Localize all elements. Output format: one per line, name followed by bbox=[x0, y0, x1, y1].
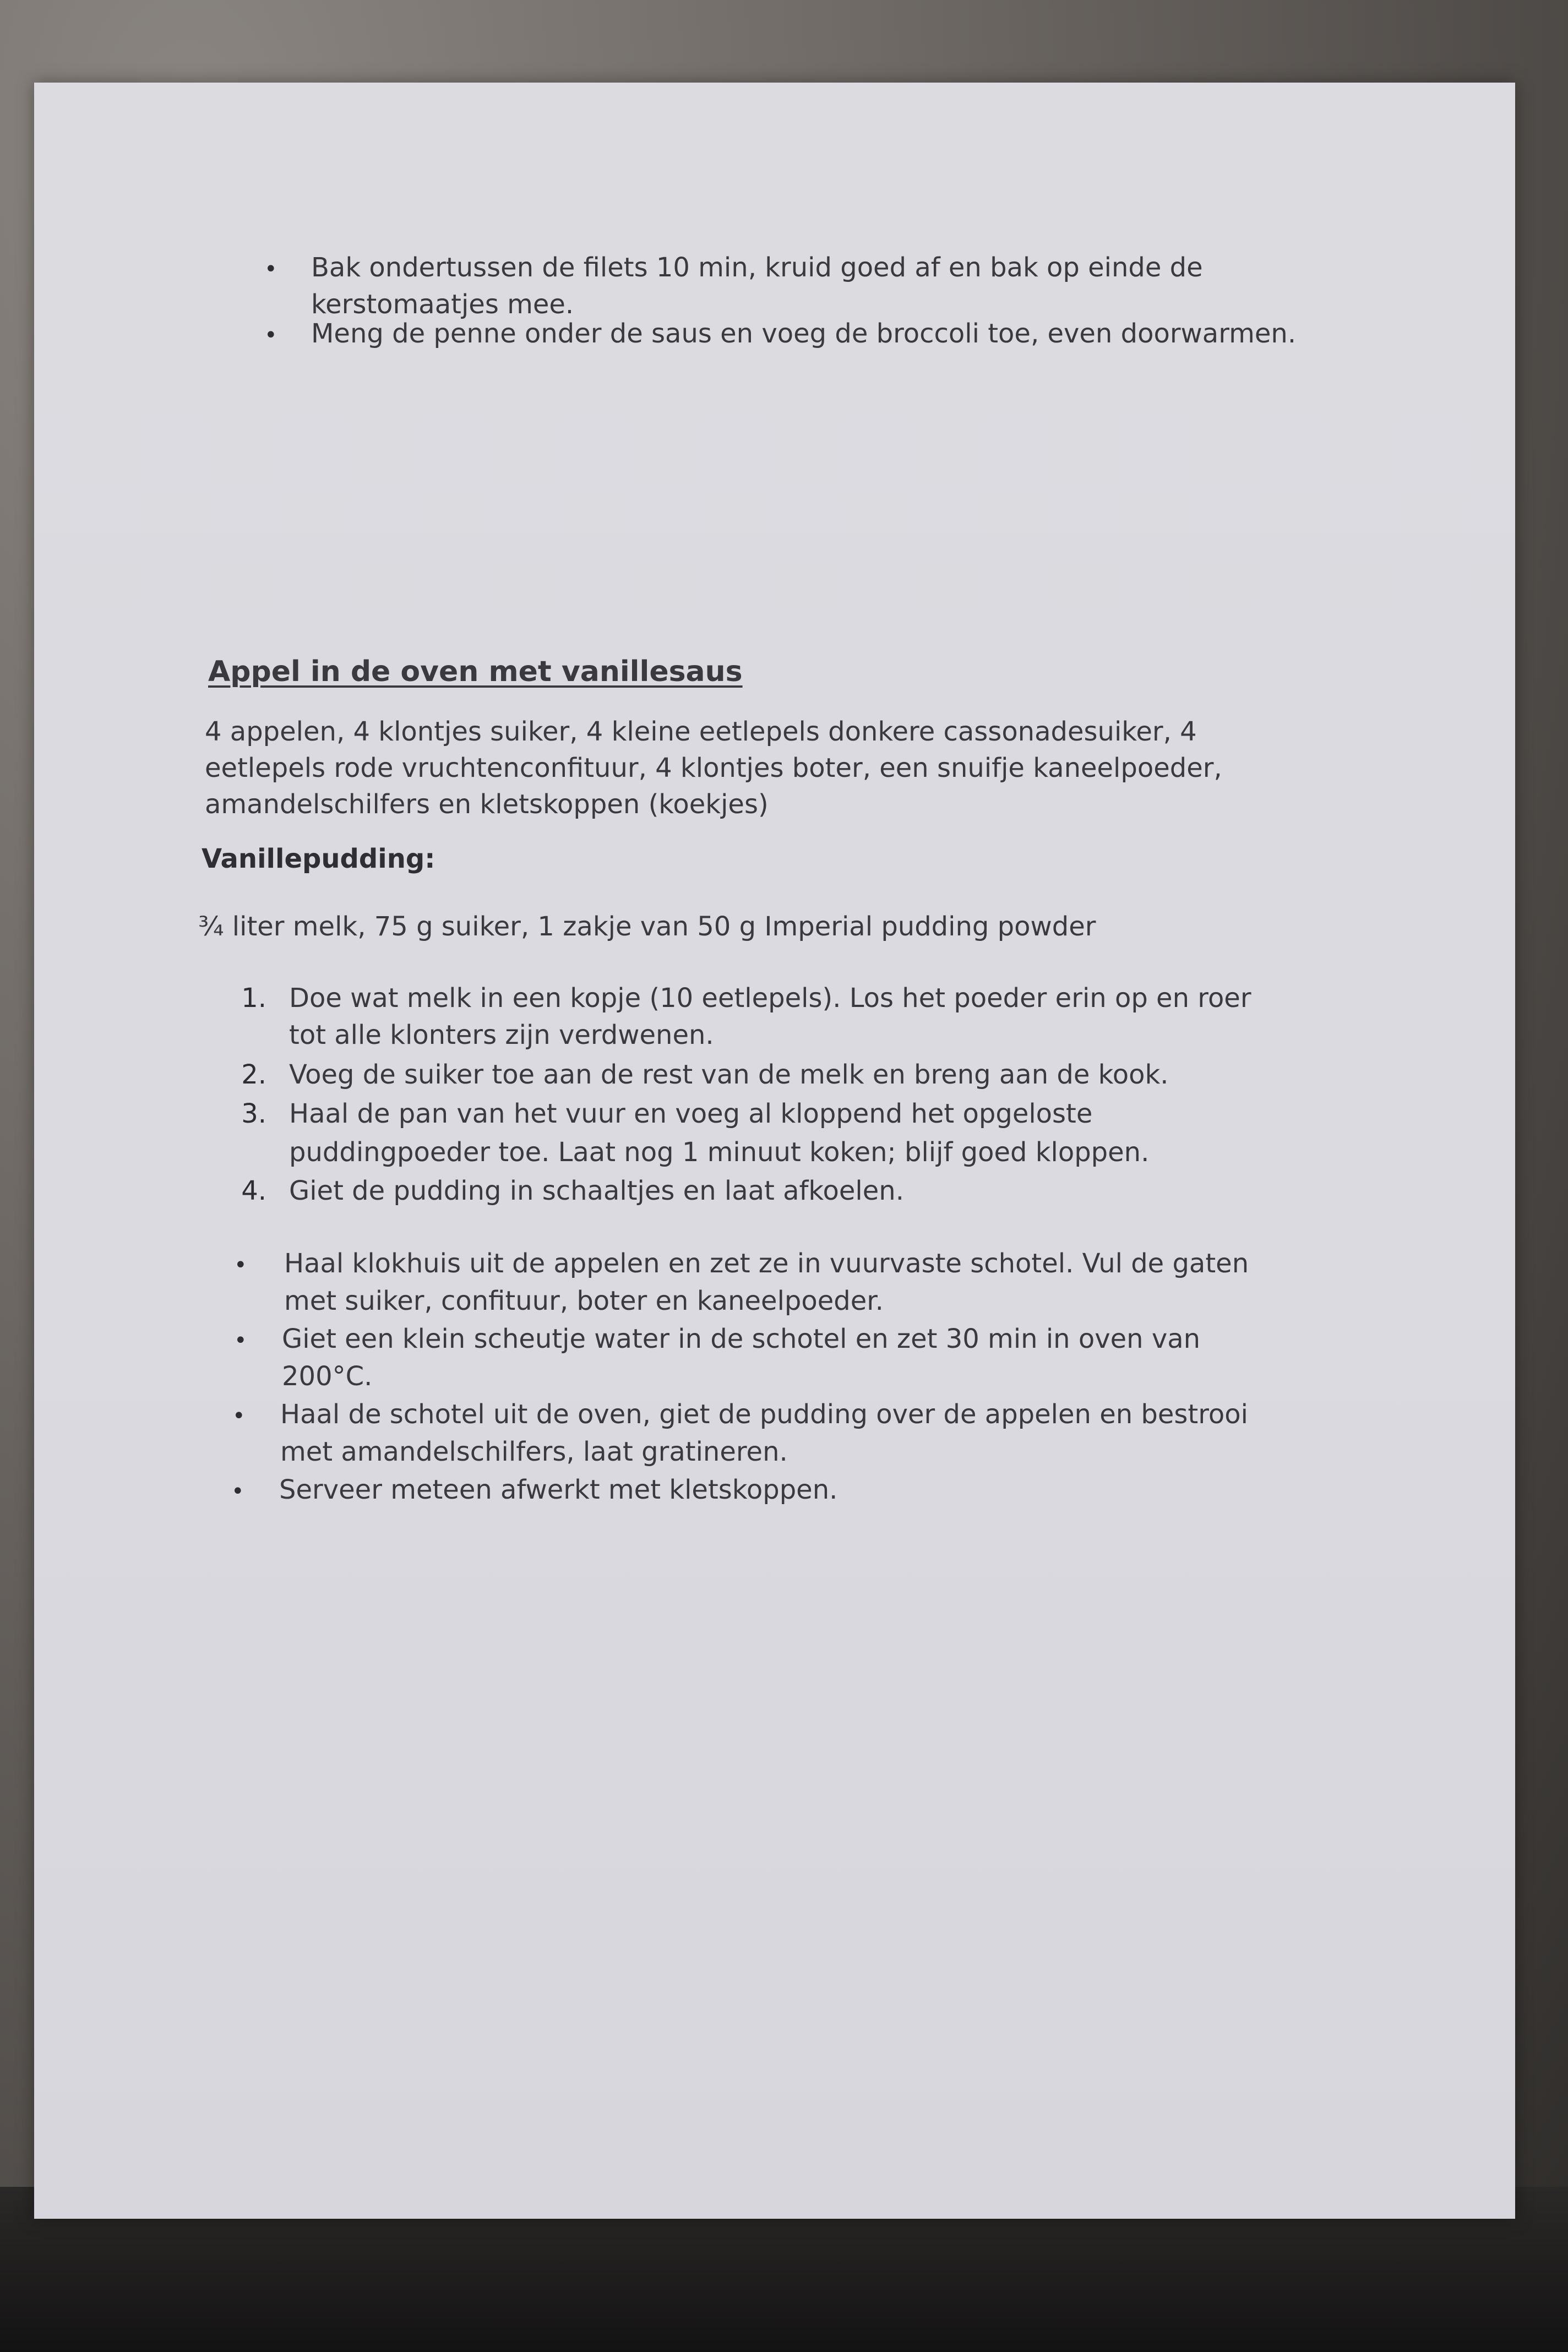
bullet-2-line-2: 200°C. bbox=[282, 1361, 373, 1392]
top-bullet-1-line-2: kerstomaatjes mee. bbox=[311, 289, 574, 320]
step-number: 2. bbox=[241, 1059, 266, 1090]
step-1-line-2: tot alle klonters zijn verdwenen. bbox=[289, 1020, 714, 1050]
step-number: 1. bbox=[241, 983, 266, 1014]
bullet-dot: • bbox=[232, 1403, 246, 1429]
step-3-line-1: Haal de pan van het vuur en voeg al kloppend het opgeloste bbox=[289, 1098, 1093, 1129]
ingredients-line-2: eetlepels rode vruchtenconfituur, 4 klontjes boter, een snuifje kaneelpoeder, bbox=[205, 753, 1222, 783]
step-1-line-1: Doe wat melk in een kopje (10 eetlepels). Los het poeder erin op en roer bbox=[289, 983, 1251, 1014]
bullet-dot: • bbox=[234, 1253, 247, 1278]
top-bullet-2-line-1: Meng de penne onder de saus en voeg de broccoli toe, even doorwarmen. bbox=[311, 318, 1297, 349]
bullet-dot: • bbox=[264, 323, 277, 348]
bullet-1-line-1: Haal klokhuis uit de appelen en zet ze in vuurvaste schotel. Vul de gaten bbox=[284, 1248, 1249, 1279]
bullet-3-line-1: Haal de schotel uit de oven, giet de pudding over de appelen en bestrooi bbox=[280, 1399, 1248, 1430]
recipe-title: Appel in de oven met vanillesaus bbox=[208, 655, 743, 688]
bullet-3-line-2: met amandelschilfers, laat gratineren. bbox=[280, 1436, 788, 1467]
pudding-ingredients: ¾ liter melk, 75 g suiker, 1 zakje van 50 g Imperial pudding powder bbox=[198, 911, 1096, 942]
step-3-line-2: puddingpoeder toe. Laat nog 1 minuut koken; blijf goed kloppen. bbox=[289, 1137, 1150, 1168]
bullet-dot: • bbox=[231, 1479, 244, 1504]
pudding-subtitle: Vanillepudding: bbox=[202, 843, 435, 874]
bullet-4-line-1: Serveer meteen afwerkt met kletskoppen. bbox=[279, 1474, 838, 1505]
bullet-1-line-2: met suiker, confituur, boter en kaneelpoeder. bbox=[284, 1286, 884, 1316]
bullet-dot: • bbox=[234, 1328, 247, 1353]
step-4-line-1: Giet de pudding in schaaltjes en laat afkoelen. bbox=[289, 1175, 904, 1206]
step-number: 3. bbox=[241, 1098, 266, 1129]
bullet-dot: • bbox=[264, 257, 277, 282]
step-number: 4. bbox=[241, 1175, 266, 1206]
step-2-line-1: Voeg de suiker toe aan de rest van de melk en breng aan de kook. bbox=[289, 1059, 1169, 1090]
bullet-2-line-1: Giet een klein scheutje water in de schotel en zet 30 min in oven van bbox=[282, 1324, 1201, 1354]
paper-sheet bbox=[34, 83, 1515, 2219]
ingredients-line-1: 4 appelen, 4 klontjes suiker, 4 kleine eetlepels donkere cassonadesuiker, 4 bbox=[205, 716, 1197, 747]
ingredients-line-3: amandelschilfers en kletskoppen (koekjes) bbox=[205, 789, 769, 820]
top-bullet-1-line-1: Bak ondertussen de filets 10 min, kruid goed af en bak op einde de bbox=[311, 252, 1203, 283]
